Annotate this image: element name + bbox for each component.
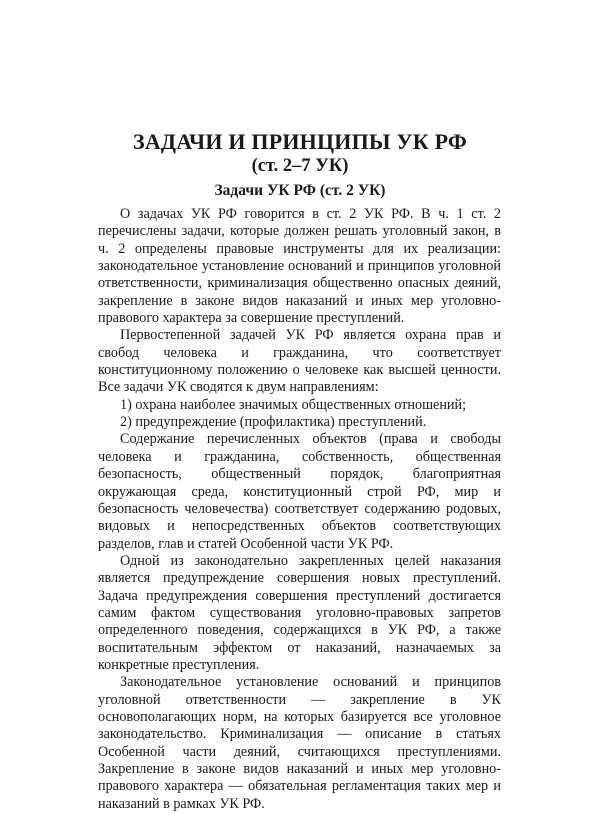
document-body bbox=[98, 206, 501, 813]
paragraph: Одной из законодательно закрепленных целей наказания является предупреждение совершения новых преступлений. Задача предупреждения совершения преступлений достигается самим фактом существования уголовно-правовых запретов определенного поведения, содержащихся в УК РФ, а также воспитательным эффектом от наказаний, назначаемых за конкретные преступления. bbox=[98, 552, 501, 673]
section-heading: Задачи УК РФ (ст. 2 УК) bbox=[214, 182, 386, 199]
paragraph: Первостепенной задачей УК РФ является охрана прав и свобод человека и гражданина, что соответствует конституционному положению о человеке как высшей ценности. Все задачи УК сводятся к двум направлениям: bbox=[98, 327, 501, 396]
list-item: 1) охрана наиболее значимых общественных отношений; bbox=[120, 396, 467, 413]
paragraph: Законодательное установление оснований и принципов уголовной ответственности — закрепление в УК основополагающих норм, на которых базируется все уголовное законодательство. Криминализация — описание в статьях Особенной части деяний, считающихся преступлениями. Закрепление в законе видов наказаний и иных мер уголовно-правового характера — обязательная регламентация таких мер и наказаний в рамках УК РФ. bbox=[98, 674, 501, 812]
paragraph: Содержание перечисленных объектов (права и свободы человека и гражданина, собственность, общественная безопасность, общественный порядок, благоприятная окружающая среда, конституционный строй РФ, мир и безопасность человечества) соответствует содержанию родовых, видовых и непосредственных объектов соответствующих разделов, глав и статей Особенной части УК РФ. bbox=[98, 431, 501, 552]
paragraph: О задачах УК РФ говорится в ст. 2 УК РФ. В ч. 1 ст. 2 перечислены задачи, которые должен решать уголовный закон, в ч. 2 определены правовые инструменты для их реализации: законодательное установление оснований и принципов уголовной ответственности, криминализация общественно опасных деяний, закрепление в законе видов наказаний и иных мер уголовно-правового характера за совершение преступлений. bbox=[98, 206, 501, 327]
page-title: ЗАДАЧИ И ПРИНЦИПЫ УК РФ bbox=[133, 129, 467, 154]
page-subtitle: (ст. 2–7 УК) bbox=[251, 156, 349, 176]
list-item: 2) предупреждение (профилактика) преступлений. bbox=[120, 414, 427, 431]
